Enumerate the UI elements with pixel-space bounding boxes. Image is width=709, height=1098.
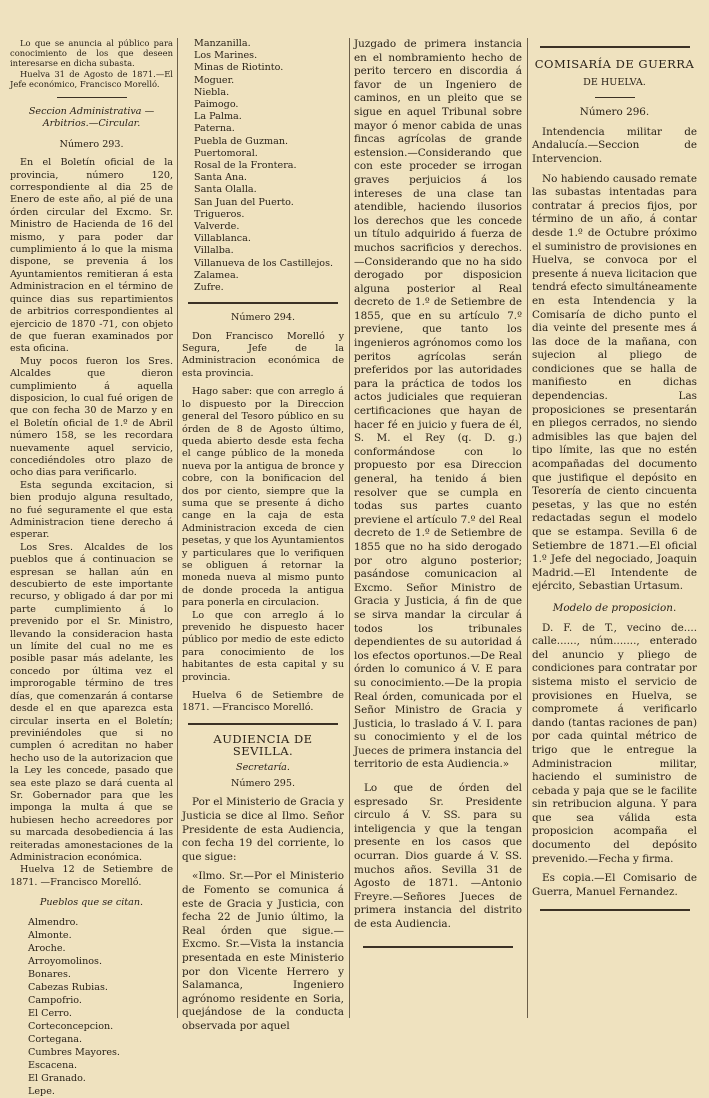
signature-date: Huelva 6 de Setiembre de 1871. —Francisco Morelló. (182, 690, 344, 714)
places-list (182, 38, 344, 294)
place-item: Villanueva de los Castillejos. (194, 257, 334, 269)
paragraph: «Ilmo. Sr.—Por el Ministerio de Fomento se comunica á este de Gracia y Justicia, con fecha 22 de Junio último, la Real órden que sigue.—Excmo. Sr.—Vista la instancia presentada en este Ministerio por don Vicente Herrero y Salamanca, Ingeniero agrónomo residente en Soria, quejándose de la conducta observada por aquel (182, 870, 344, 1032)
place-item: Villalba. (194, 245, 234, 257)
place-item: Rosal de la Frontera. (194, 160, 297, 172)
place-item: Santa Ana. (194, 172, 247, 184)
paragraph: Hago saber: que con arreglo á lo dispuesto por la Direccion general del Tesoro público en su órden de 8 de Agosto último, queda abierto desde esta fecha el cange público de la moneda nueva por la antigua de bronce y cobre, con la bonificacion del dos por ciento, siempre que la suma que se presente á dicho cange en la caja de esta Administracion exceda de cien pesetas, y que los Ayuntamientos y particulares que lo verifiquen se obliguen á retornar la moneda nueva al mismo punto de donde proceda la antigua para ponerla en circulacion. (182, 386, 344, 609)
section-subheading: DE HUELVA. (583, 76, 646, 88)
paragraph: No habiendo causado remate las subastas intentadas para contratar á precios fijos, por término de un año, á contar desde 1.º de Octubre próximo el suministro de provisiones en Huelva, se convoca por el presente á nueva licitacion que tendrá efecto simultáneamente en esta Intendencia y la Comisaría de dicho punto el dia veinte del presente mes á las doce de la mañana, con sujecion al pliego de condiciones que se halla de manifiesto en dichas dependencias. Las proposiciones se presentarán en pliegos cerrados, no siendo admisibles las que bajen del tipo límite, las que no estén acompañadas del documento que justifique el depósito en Tesorería de ciento cincuenta pesetas, y las que no estén redactadas segun el modelo que se estampa. Sevilla 6 de Setiembre de 1871.—El oficial 1.º Jefe del negociado, Joaquin Madrid.—El Intendente de ejército, Sebastian Urtasum. (532, 172, 698, 593)
separator (188, 723, 338, 725)
column-2 (182, 38, 344, 1032)
notice-number: Número 295. (230, 778, 296, 790)
place-item: Lepe. (28, 1085, 55, 1097)
column-1 (10, 38, 173, 1097)
separator (595, 97, 635, 98)
paragraph: Muy pocos fueron los Sres. Alcaldes que dieron cumplimiento á aquella disposicion, lo cual fué origen de que con fecha 30 de Marzo y en el Boletín oficial de 1.º de Abril número 158, se les recordara nuevamente aquel servicio, concediéndoles otro plazo de ocho dias para verificarlo. (10, 355, 173, 479)
separator (540, 909, 690, 911)
paragraph: D. F. de T., vecino de.... calle......, núm......., enterado del anuncio y pliego de condiciones para contratar por sistema misto el servicio de provisiones en Huelva, se compromete á verificarlo dando (tantas raciones de pan) por cada quintal métrico de trigo que le entregue la Administracion militar, haciendo el suministro de cebada y paja que se le facilite sin retribucion alguna. Y para que sea válida esta proposicion acompaña el documento del depósito prevenido.—Fecha y firma. (532, 621, 697, 865)
separator (188, 302, 338, 304)
place-item: Villablanca. (194, 233, 251, 245)
place-item: Paterna. (194, 123, 235, 135)
place-item: Zalamea. (194, 269, 239, 281)
place-item: Cumbres Mayores. (28, 1046, 120, 1058)
paragraph: En el Boletín oficial de la provincia, número 120, correspondiente al dia 25 de Enero de este año, al pié de una órden circular del Excmo. Sr. Ministro de Hacienda de 16 del mismo, y para poder dar cumplimiento á lo que la misma dispone, se prevenia á los Ayuntamientos remitieran á esta Administracion en el término de quince dias sus repartimientos de arbitrios correspondientes al ejercicio de 1870 -71, con objeto de que fueran examinados por esta oficina. (10, 157, 173, 355)
place-item: Paimogo. (194, 99, 239, 111)
column-divider (177, 38, 178, 1018)
paragraph: Don Francisco Morelló y Segura, Jefe de la Administracion económica de esta provincia. (182, 330, 344, 379)
paragraph: Juzgado de primera instancia en el nombramiento hecho de perito tercero en discordia á favor de un Ingeniero de caminos, en un pleito que se sigue en aquel Tribunal sobre mayor ó menor cabida de unas fincas agrícolas de grande estension.—Considerando que con este proceder se irrogan graves perjuicios á los intereses de una clase tan atendible, haciendo ilusorios los derechos que les concede un título adquirido á fuerza de muchos sacrificios y derechos.—Considerando que no ha sido derogado por disposicion alguna posterior al Real decreto de 1.º de Setiembre de 1855, que en su artículo 7.º previene, que tanto los ingenieros agrónomos como los peritos agrícolas serán preferidos por las autoridades para la práctica de todos los actos judiciales que requieran certificaciones que hayan de hacer fé en juicio y fuera de él, S. M. el Rey (q. D. g.) conformándose con lo propuesto por esa Direccion general, ha tenido á bien resolver que se cumpla en todas sus partes cuanto previene el artículo 7.º del Real decreto de 1.º de Setiembre de 1855 que no ha sido derogado por otro alguno posterior; pasándose comunicacion al Excmo. Señor Ministro de Gracia y Justicia, á fin de que se sirva mandar la circular á todos los tribunales dependientes de su autoridad á los efectos oportunos.—De Real órden lo comunico á V. E para su conocimiento.—De la propia Real órden, comunicada por el Señor Ministro de Gracia y Justicia, lo traslado á V. I. para su conocimiento y el de los Jueces de primera instancia del territorio de esta Audiencia.» (354, 38, 522, 771)
auction-notice-date: Huelva 31 de Agosto de 1871.—El Jefe económico, Francisco Morelló. (10, 68, 173, 89)
place-item: Los Marines. (194, 50, 258, 62)
section-heading: COMISARÍA DE GUERRA (534, 57, 695, 71)
place-item: Moguer. (194, 74, 235, 86)
auction-notice: Lo que se anuncia al público para conocimiento de los que deseen interesarse en dicha subasta. (10, 38, 173, 69)
place-item: El Granado. (28, 1072, 86, 1084)
place-item: Cortegana. (28, 1033, 83, 1045)
place-item: Puertomoral. (194, 147, 258, 159)
place-item: Cabezas Rubias. (28, 981, 108, 993)
place-item: Escacena. (28, 1059, 78, 1071)
paragraph: Lo que con arreglo á lo prevenido he dispuesto hacer público por medio de este edicto para conocimiento de los habitantes de esta capital y su provincia. (182, 609, 344, 683)
column-4 (532, 38, 697, 1022)
place-item: Puebla de Guzman. (194, 135, 289, 147)
notice-number: Número 293. (59, 138, 124, 150)
place-item: Arroyomolinos. (28, 955, 103, 967)
paragraph: Por el Ministerio de Gracia y Justicia se dice al Ilmo. Señor Presidente de esta Audiencia, con fecha 19 del corriente, lo que sigue: (182, 796, 344, 863)
separator (540, 46, 690, 48)
column-divider (349, 38, 350, 1018)
list-title: Pueblos que se citan. (39, 897, 144, 909)
place-item: Campofrio. (28, 994, 82, 1006)
column-divider (527, 38, 528, 1018)
section-heading: Seccion Administrativa —Arbitrios.—Circular. (28, 106, 155, 130)
paragraph: Lo que de órden del espresado Sr. Presidente circulo á V. SS. para su inteligencia y que la tengan presente en los casos que ocurran. Dios guarde á V. SS. muchos años. Sevilla 31 de Agosto de 1871. —Antonio Freyre.—Señores Jueces de primera instancia del distrito de esta Audiencia. (354, 782, 522, 930)
place-item: Bonares. (28, 968, 71, 980)
paragraph: Intendencia militar de Andalucía.—Seccion de Intervencion. (532, 125, 697, 165)
place-item: Trigueros. (194, 208, 245, 220)
place-item: El Cerro. (28, 1007, 72, 1019)
signature-date: Huelva 12 de Setiembre de 1871. —Francisco Morelló. (10, 864, 173, 888)
place-item: La Palma. (194, 111, 242, 123)
place-item: Aroche. (28, 942, 66, 954)
signature: Es copia.—El Comisario de Guerra, Manuel Fernandez. (532, 872, 697, 898)
place-item: Almonte. (28, 929, 72, 941)
model-title: Modelo de proposicion. (552, 601, 677, 614)
places-list (10, 916, 173, 1098)
place-item: Minas de Riotinto. (194, 62, 284, 74)
notice-number: Número 294. (230, 312, 296, 324)
notice-number: Número 296. (579, 106, 650, 119)
place-item: Zufre. (194, 282, 224, 294)
place-item: Valverde. (194, 221, 240, 233)
separator (57, 97, 127, 98)
place-item: San Juan del Puerto. (194, 196, 294, 208)
place-item: Manzanilla. (194, 38, 251, 49)
paragraph: Los Sres. Alcaldes de los pueblos que á continuacion se espresan se hallan aún en descubierto de este importante recurso, y obligado á dar por mi parte cumplimiento á lo prevenido por el Sr. Ministro, llevando la consideracion hasta un límite del cual no me es posible pasar más adelante, les concedo por última vez el improrogable término de tres días, que comenzarán á contarse desde el en que aparezca esta circular inserta en el Boletín; previniéndoles que si no cumplen ó acreditan no haber hecho uso de la autorizacion que la Ley les concede, pasado que sea este plazo se dará cuenta al Sr. Gobernador para que les imponga la multa á que se hubiesen hecho acreedores por su marcada desobediencia á las reiteradas amonestaciones de la Administracion económica. (10, 541, 173, 863)
separator (363, 946, 513, 948)
place-item: Corteconcepcion. (28, 1020, 114, 1032)
column-3 (354, 38, 522, 1022)
paragraph: Esta segunda excitacion, si bien produjo alguna resultado, no fué seguramente el que esta Administracion tiene derecho á esperar. (10, 479, 173, 541)
section-subheading: Secretaría. (236, 761, 290, 773)
place-item: Almendro. (28, 916, 79, 928)
place-item: Santa Olalla. (194, 184, 257, 196)
section-heading: AUDIENCIA DE SEVILLA. (213, 731, 313, 759)
place-item: Niebla. (194, 86, 230, 98)
